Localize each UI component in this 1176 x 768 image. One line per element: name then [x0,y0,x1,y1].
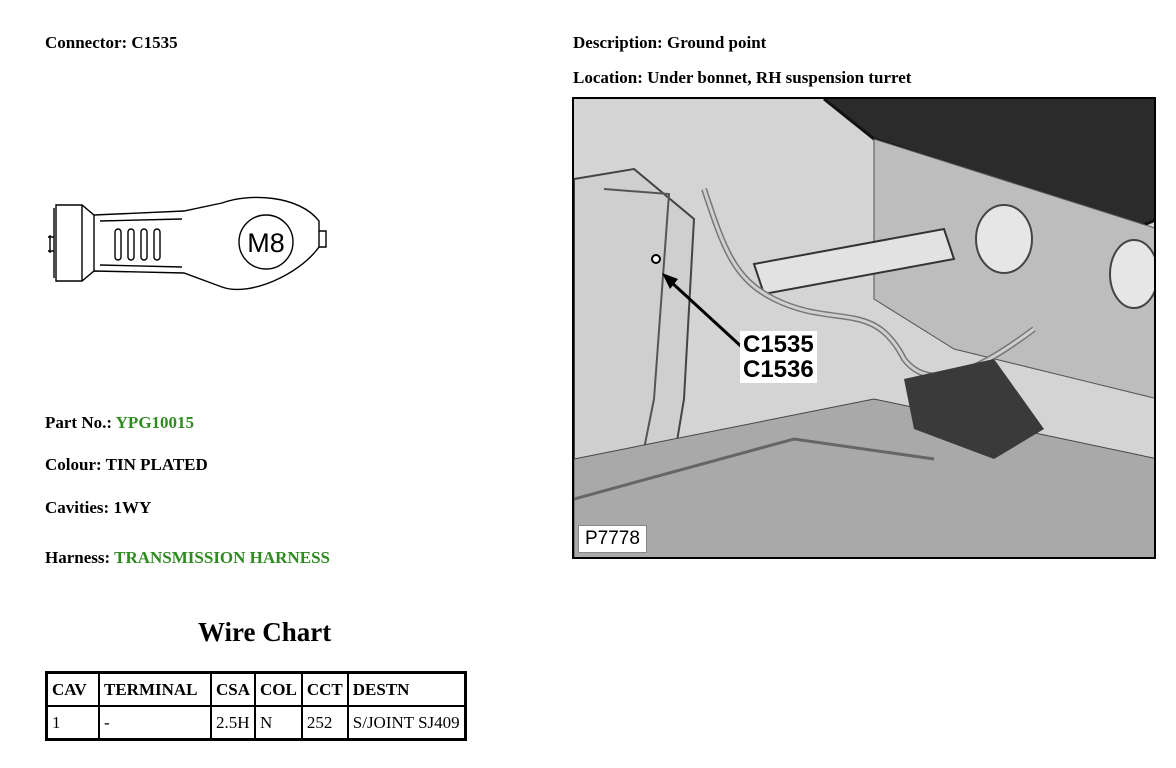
description-value: Ground point [666,33,767,52]
harness-field [45,548,330,568]
col-destn: DESTN [348,673,465,707]
ring-terminal-drawing [44,193,334,298]
harness-label: Harness: [45,548,111,567]
wire-chart-title: Wire Chart [198,617,332,647]
cell-col: N [255,706,302,740]
cell-cct: 252 [302,706,348,740]
stud-size-label: M8 [247,228,285,258]
description-label: Description: [573,33,663,52]
location-label: Location: [573,68,643,87]
photo-callout-labels [740,331,817,383]
cell-cav: 1 [47,706,100,740]
cavities-label: Cavities: [45,498,110,517]
connector-value: C1535 [131,33,178,52]
colour-value: TIN PLATED [105,455,208,474]
cell-destn[interactable]: S/JOINT SJ409 [348,706,465,740]
connector-field [45,33,178,53]
harness-value[interactable]: TRANSMISSION HARNESS [114,548,330,567]
colour-label: Colour: [45,455,102,474]
figure-reference: P7778 [578,525,647,553]
location-field [573,68,911,88]
colour-field [45,455,208,475]
col-csa: CSA [211,673,255,707]
callout-c1536: C1536 [743,356,814,383]
wire-chart-table [45,671,467,741]
connector-label: Connector: [45,33,128,52]
wire-chart-header-row [47,673,466,707]
part-no-value[interactable]: YPG10015 [115,413,195,432]
engine-bay-illustration [574,99,1156,559]
col-cct: CCT [302,673,348,707]
cell-terminal: - [99,706,211,740]
cavities-value: 1WY [113,498,152,517]
callout-c1535: C1535 [743,331,814,358]
col-cav: CAV [47,673,100,707]
part-no-field [45,413,194,433]
table-row [47,706,466,740]
description-field [573,33,766,53]
cavities-field [45,498,151,518]
location-photo [572,97,1156,559]
col-terminal: TERMINAL [99,673,211,707]
part-no-label: Part No.: [45,413,113,432]
cell-csa: 2.5H [211,706,255,740]
location-value: Under bonnet, RH suspension turret [647,68,912,87]
col-col: COL [255,673,302,707]
